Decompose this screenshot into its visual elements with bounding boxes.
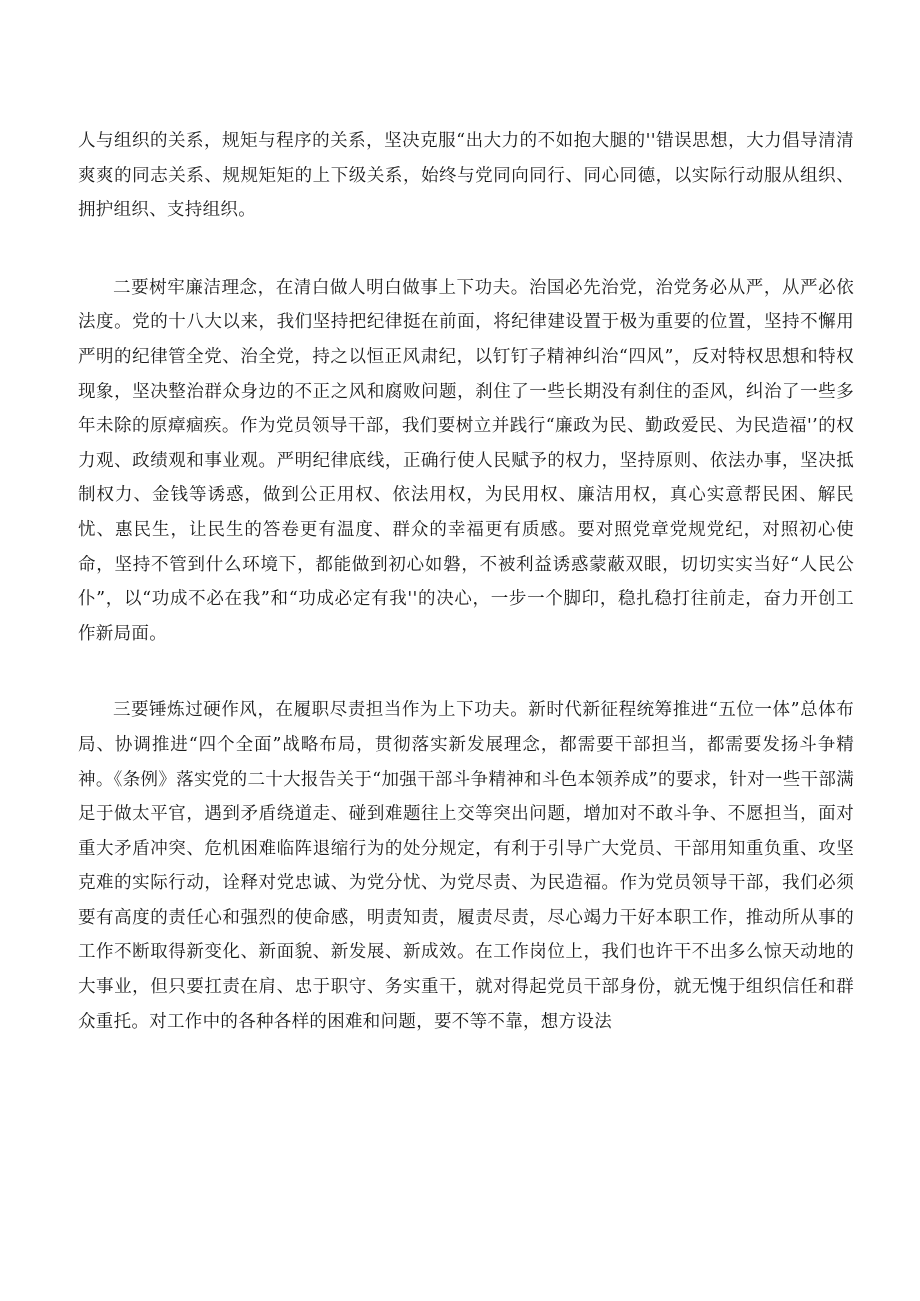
document-page	[78, 124, 854, 1039]
paragraph-integrity-concept: 二要树牢廉洁理念，在清白做人明白做事上下功夫。治国必先治党，治党务必从严，从严必依法度。党的十八大以来，我们坚持把纪律挺在前面，将纪律建设置于极为重要的位置，坚持不懈用严明的纪律管全党、治全党，持之以恒正风肃纪，以钉钉子精神纠治“四风”，反对特权思想和特权现象，坚决整治群众身边的不正之风和腐败问题，刹住了一些长期没有刹住的歪风，纠治了一些多年未除的原瘴痼疾。作为党员领导干部，我们要树立并践行“廉政为民、勤政爱民、为民造福'’的权力观、政绩观和事业观。严明纪律底线，正确行使人民赋予的权力，坚持原则、依法办事，坚决抵制权力、金钱等诱惑，做到公正用权、依法用权，为民用权、廉洁用权，真心实意帮民困、解民忧、惠民生，让民生的答卷更有温度、群众的幸福更有质感。要对照党章党规党纪，对照初心使命，坚持不管到什么环境下，都能做到初心如磐，不被利益诱惑蒙蔽双眼，切切实实当好“人民公仆”，以“功成不必在我”和“功成必定有我''的决心，一步一个脚印，稳扎稳打往前走，奋力开创工作新局面。	[78, 277, 854, 644]
paragraph-work-style: 三要锤炼过硬作风，在履职尽责担当作为上下功夫。新时代新征程统筹推进“五位一体”总体布局、协调推进“四个全面”战略布局，贯彻落实新发展理念，都需要干部担当，都需要发扬斗争精神。《条例》落实党的二十大报告关于“加强干部斗争精神和斗色本领养成”的要求，针对一些干部满足于做太平官，遇到矛盾绕道走、碰到难题往上交等突出问题，增加对不敢斗争、不愿担当，面对重大矛盾冲突、危机困难临阵退缩行为的处分规定，有利于引导广大党员、干部用知重负重、攻坚克难的实际行动，诠释对党忠诚、为党分忧、为党尽责、为民造福。作为党员领导干部，我们必须要有高度的责任心和强烈的使命感，明责知责，履责尽责，尽心竭力干好本职工作，推动所从事的工作不断取得新变化、新面貌、新发展、新成效。在工作岗位上，我们也许干不出多么惊天动地的大事业，但只要扛责在肩、忠于职守、务实重干，就对得起党员干部身份，就无愧于组织信任和群众重托。对工作中的各种各样的困难和问题，要不等不靠，想方设法	[78, 700, 854, 1032]
paragraph-continuation: 人与组织的关系，规矩与程序的关系，坚决克服“出大力的不如抱大腿的''错误思想，大力倡导清清爽爽的同志关系、规规矩矩的上下级关系，始终与党同向同行、同心同德，以实际行动服从组织、拥护组织、支持组织。	[78, 131, 854, 221]
